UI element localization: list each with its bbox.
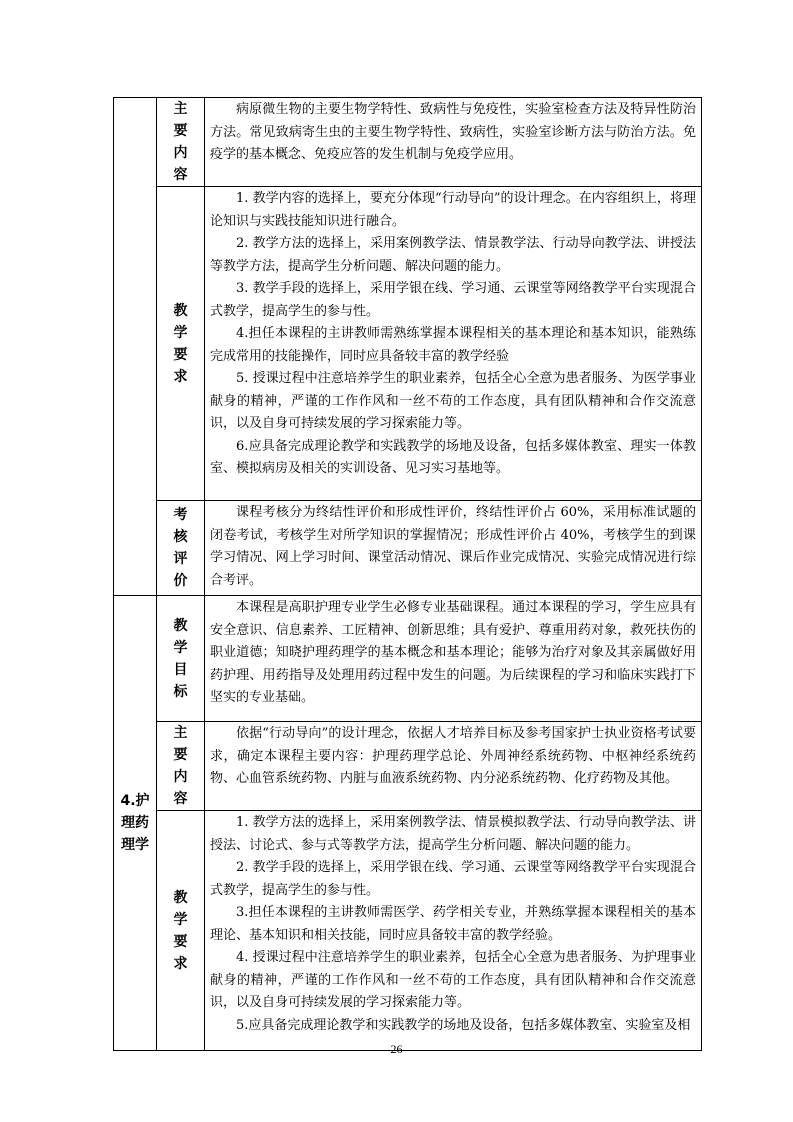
paragraph: 1. 教学方法的选择上，采用案例教学法、情景模拟教学法、行动导向教学法、讲授法、讨论式、参与式等教学方法，提高学生分析问题、解决问题的能力。: [210, 815, 696, 853]
paragraph: 课程考核分为终结性评价和形成性评价，终结性评价占 60%，采用标准试题的闭卷考试，考核学生对所学知识的掌握情况；形成性评价占 40%，考核学生的到课学习情况、网上学习时间、课堂活动情况、课后作业完成情况、实验完成情况进行综合考评。: [210, 505, 696, 588]
label-text: 主要内容: [173, 101, 188, 183]
body-teaching-goals-2: [205, 596, 702, 722]
paragraph: 2. 教学手段的选择上，采用学银在线、学习通、云课堂等网络教学平台实现混合式教学，提高学生的参与性。: [210, 860, 696, 898]
body-assessment-1: [205, 501, 702, 596]
label-text: 教学要求: [173, 302, 188, 385]
paragraph: 依据“行动导向”的设计理念，依据人才培养目标及参考国家护士执业资格考试要求，确定本课程主要内容：护理药理学总论、外周神经系统药物、中枢神经系统药物、心血管系统药物、内脏与血液系统药物、内分泌系统药物、化疗药物及其他。: [210, 726, 696, 786]
row-main-content-2: [114, 722, 702, 811]
row-assessment-1: [114, 501, 702, 596]
label-text: 考核评价: [173, 507, 188, 589]
course-name-cell-1: [114, 98, 157, 596]
paragraph: 2. 教学方法的选择上，采用案例教学法、情景教学法、行动导向教学法、讲授法等教学方法，提高学生分析问题、解决问题的能力。: [210, 236, 696, 274]
paragraph: 5. 授课过程中注意培养学生的职业素养，包括全心全意为患者服务、为医学事业献身的精神，严谨的工作作风和一丝不苟的工作态度，具有团队精神和合作交流意识，以及自身可持续发展的学习探索能力等。: [210, 371, 696, 431]
paragraph: 4.担任本课程的主讲教师需熟练掌握本课程相关的基本理论和基本知识，能熟练完成常用的技能操作，同时应具备较丰富的教学经验: [210, 326, 696, 364]
paragraph: 4. 授课过程中注意培养学生的职业素养，包括全心全意为患者服务、为护理事业献身的精神，严谨的工作作风和一丝不苟的工作态度，具有团队精神和合作交流意识，以及自身可持续发展的学习探索能力等。: [210, 950, 696, 1010]
label-teaching-goals-2: [157, 596, 205, 722]
paragraph: 本课程是高职护理专业学生必修专业基础课程。通过本课程的学习，学生应具有安全意识、信息素养、工匠精神、创新思维；具有爱护、尊重用药对象，救死扶伤的职业道德；知晓护理药理学的基本概念和基本理论；能够为治疗对象及其亲属做好用药护理、用药指导及处理用药过程中发生的问题。为后续课程的学习和临床实践打下坚实的专业基础。: [210, 600, 696, 705]
paragraph: 5.应具备完成理论教学和实践教学的场地及设备，包括多媒体教室、实验室及相: [236, 1017, 691, 1033]
label-main-content-1: [157, 98, 205, 187]
label-assessment-1: [157, 501, 205, 596]
body-teaching-requirements-2: [205, 811, 702, 1051]
row-teaching-requirements-2: [114, 811, 702, 1051]
label-main-content-2: [157, 722, 205, 811]
page-number: 26: [390, 1042, 403, 1056]
row-main-content-1: [114, 98, 702, 187]
course-name: 4.护理药理学: [120, 793, 150, 853]
paragraph: 1. 教学内容的选择上，要充分体现“行动导向”的设计理念。在内容组织上，将理论知识与实践技能知识进行融合。: [210, 191, 696, 229]
row-teaching-goals-2: [114, 596, 702, 722]
paragraph: 3.担任本课程的主讲教师需医学、药学相关专业，并熟练掌握本课程相关的基本理论、基本知识和相关技能，同时应具备较丰富的教学经验。: [210, 905, 696, 943]
label-teaching-requirements-2: [157, 811, 205, 1051]
body-main-content-2: [205, 722, 702, 811]
course-table: [113, 97, 702, 1051]
paragraph: 病原微生物的主要生物学特性、致病性与免疫性，实验室检查方法及特异性防治方法。常见致病寄生虫的主要生物学特性、致病性，实验室诊断方法与防治方法。免疫学的基本概念、免疫应答的发生机制与免疫学应用。: [210, 102, 696, 162]
body-teaching-requirements-1: [205, 187, 702, 501]
paragraph: 6.应具备完成理论教学和实践教学的场地及设备，包括多媒体教室、理实一体教室、模拟病房及相关的实训设备、见习实习基地等。: [210, 438, 696, 476]
paragraph: 3. 教学手段的选择上，采用学银在线、学习通、云课堂等网络教学平台实现混合式教学，提高学生的参与性。: [210, 281, 696, 319]
row-teaching-requirements-1: [114, 187, 702, 501]
course-name-cell-2: [114, 596, 157, 1051]
label-text: 主要内容: [173, 725, 188, 807]
label-teaching-requirements-1: [157, 187, 205, 501]
body-main-content-1: [205, 98, 702, 187]
label-text: 教学要求: [173, 889, 188, 972]
label-text: 教学目标: [173, 617, 188, 700]
